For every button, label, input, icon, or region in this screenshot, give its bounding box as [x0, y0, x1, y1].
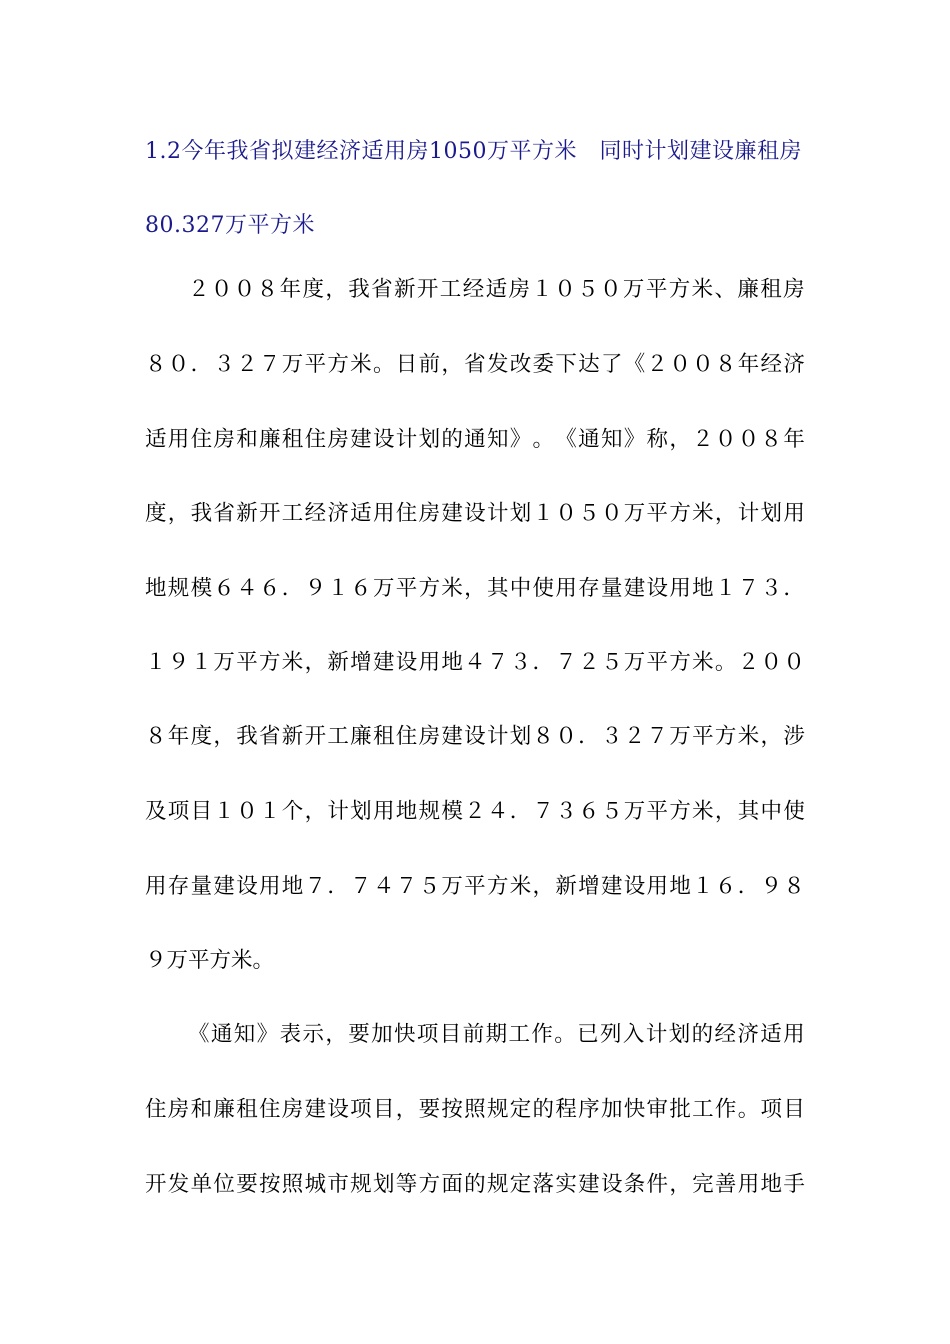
- section-heading-line-1: 1.2今年我省拟建经济适用房1050万平方米 同时计划建设廉租房: [145, 139, 802, 164]
- paragraph-line: 及 项 目 １ ０ １ 个 ， 计 划 用 地 规 模 ２ ４ ． ７ ３ ６ ５ 万 平 方 米 ， 其 中 使: [145, 799, 805, 824]
- paragraph-line: 开 发 单 位 要 按 照 城 市 规 划 等 方 面 的 规 定 落 实 建 设 条 件 ， 完 善 用 地 手: [145, 1172, 805, 1197]
- paragraph-line: 适 用 住 房 和 廉 租 住 房 建 设 计 划 的 通 知 》 。 《 通 知 》 称 ， ２ ０ ０ ８ 年: [145, 427, 805, 452]
- paragraph-line: 《 通 知 》 表 示 ， 要 加 快 项 目 前 期 工 作 。 已 列 入 计 划 的 经 济 适 用: [188, 1022, 805, 1047]
- section-heading-line-2: 80.327万平方米: [145, 213, 315, 238]
- paragraph-line: ９万平方米。: [145, 948, 275, 973]
- paragraph-line: １ ９ １ 万 平 方 米 ， 新 增 建 设 用 地 ４ ７ ３ ． ７ ２ ５ 万 平 方 米 。 ２ ０ ０: [145, 650, 805, 675]
- paragraph-line: 住 房 和 廉 租 住 房 建 设 项 目 ， 要 按 照 规 定 的 程 序 加 快 审 批 工 作 。 项 目: [145, 1097, 805, 1122]
- paragraph-line: ８ 年 度 ， 我 省 新 开 工 廉 租 住 房 建 设 计 划 ８ ０ ． ３ ２ ７ 万 平 方 米 ， 涉: [145, 724, 805, 749]
- paragraph-line: 用 存 量 建 设 用 地 ７ ． ７ ４ ７ ５ 万 平 方 米 ， 新 增 建 设 用 地 １ ６ ． ９ ８: [145, 874, 805, 899]
- paragraph-line: ２ ０ ０ ８ 年 度 ， 我 省 新 开 工 经 适 房 １ ０ ５ ０ 万 平 方 米 、 廉 租 房: [188, 277, 805, 302]
- paragraph-line: 度 ， 我 省 新 开 工 经 济 适 用 住 房 建 设 计 划 １ ０ ５ ０ 万 平 方 米 ， 计 划 用: [145, 501, 805, 526]
- paragraph-line: ８ ０ ． ３ ２ ７ 万 平 方 米 。 日 前 ， 省 发 改 委 下 达 了 《 ２ ０ ０ ８ 年 经 济: [145, 352, 805, 377]
- paragraph-line: 地 规 模 ６ ４ ６ ． ９ １ ６ 万 平 方 米 ， 其 中 使 用 存 量 建 设 用 地 １ ７ ３ ．: [145, 576, 805, 601]
